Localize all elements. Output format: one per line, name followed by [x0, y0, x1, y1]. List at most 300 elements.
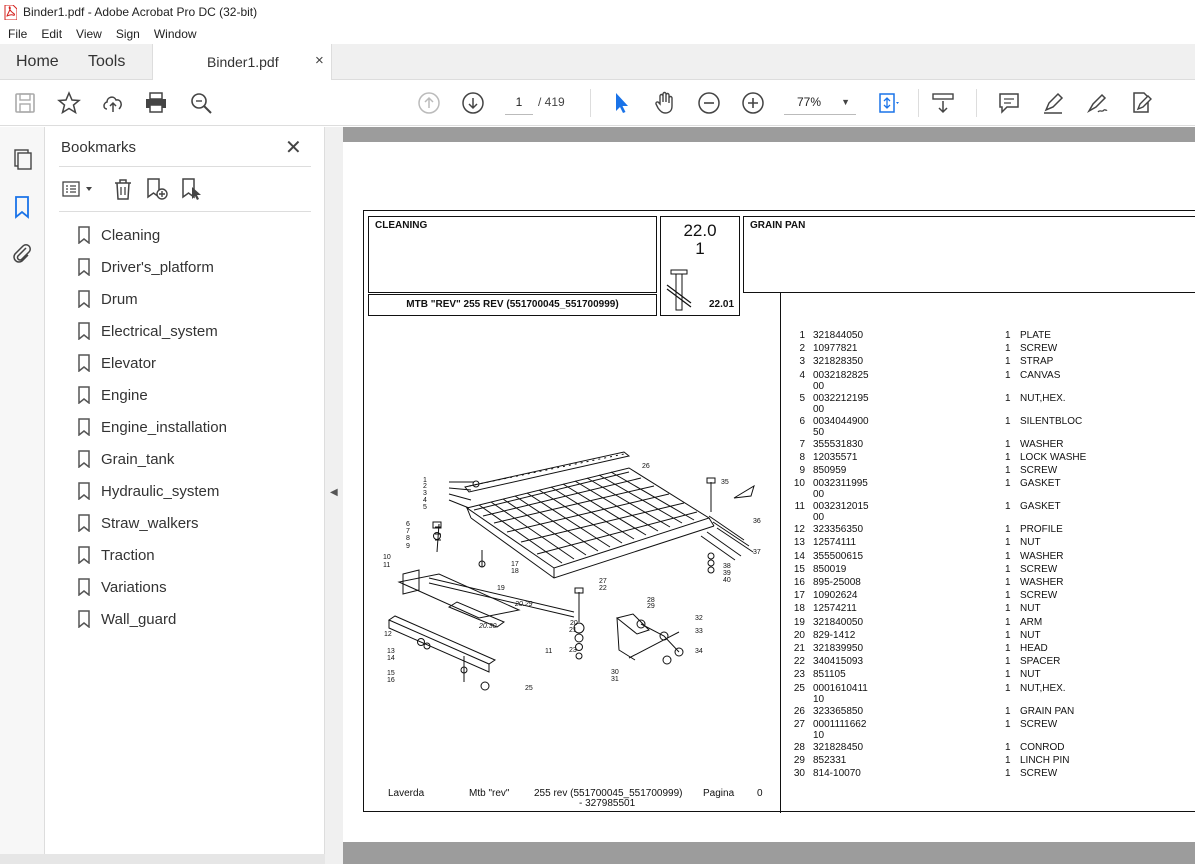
part-qty: 1 — [1005, 330, 1011, 341]
section-title: CLEANING — [375, 220, 428, 231]
part-description: NUT,HEX. — [1020, 392, 1066, 404]
part-number: 30 — [793, 768, 805, 780]
part-code: 321828450 — [813, 741, 864, 753]
part-description: LINCH PIN — [1020, 755, 1070, 766]
bookmark-label: Engine — [101, 386, 148, 404]
part-number: 29 — [793, 755, 805, 766]
part-number: 1 — [799, 330, 805, 341]
bookmark-item[interactable] — [77, 479, 219, 503]
comment-icon[interactable] — [996, 90, 1022, 116]
part-qty: 1 — [1005, 755, 1011, 766]
part-description: NUT — [1020, 669, 1041, 681]
part-code-suffix: 10 — [813, 729, 825, 741]
callout-14: 14 — [387, 655, 395, 662]
table-row — [791, 656, 1191, 669]
part-qty: 1 — [1005, 656, 1011, 668]
part-qty: 1 — [1005, 669, 1011, 681]
table-row — [791, 370, 1191, 392]
bookmark-label: Elevator — [101, 354, 157, 372]
part-qty: 1 — [1005, 343, 1011, 355]
part-number: 21 — [793, 643, 805, 654]
footer-code: - 327985501 — [579, 798, 636, 809]
upload-icon[interactable] — [100, 90, 126, 116]
part-code: 0001111662 — [813, 718, 867, 730]
bookmark-label: Wall_guard — [101, 610, 177, 628]
print-icon[interactable] — [143, 90, 169, 116]
part-code: 814-10070 — [813, 768, 861, 780]
bookmark-star-icon[interactable] — [56, 90, 82, 116]
part-qty: 1 — [1005, 369, 1011, 381]
callout-27: 27 — [599, 578, 607, 585]
callout-25: 25 — [525, 685, 533, 692]
callout-36: 36 — [753, 518, 761, 525]
part-code: 0032312015 — [813, 501, 869, 513]
table-row — [791, 577, 1191, 590]
part-qty: 1 — [1005, 537, 1011, 549]
part-code: 852331 — [813, 755, 847, 766]
table-row — [791, 524, 1191, 537]
edit-pdf-icon[interactable] — [1128, 90, 1154, 116]
save-icon[interactable] — [12, 90, 38, 116]
part-description: SILENTBLOC — [1020, 415, 1083, 427]
table-row — [791, 768, 1191, 781]
bookmarks-icon[interactable] — [10, 195, 34, 219]
part-code-suffix: 00 — [813, 512, 825, 524]
callout-6: 6 — [406, 521, 410, 528]
select-arrow-icon[interactable] — [608, 90, 634, 116]
part-qty: 1 — [1005, 465, 1011, 476]
bookmark-icon — [77, 418, 91, 436]
bookmark-item[interactable] — [77, 575, 167, 599]
bookmark-label: Engine_installation — [101, 418, 227, 436]
callout-37: 37 — [753, 549, 761, 556]
part-number: 12 — [793, 524, 805, 536]
callout-20: 20 — [570, 620, 578, 627]
part-description: GASKET — [1020, 478, 1061, 490]
delete-bookmark-icon[interactable] — [111, 177, 135, 201]
tab-home[interactable]: Home — [16, 53, 59, 70]
part-code: 850019 — [813, 563, 847, 575]
part-qty: 1 — [1005, 415, 1011, 427]
toolbar — [0, 80, 1195, 126]
part-code-suffix: 10 — [813, 693, 825, 705]
table-row — [791, 603, 1191, 616]
table-row — [791, 683, 1191, 705]
table-row — [791, 643, 1191, 656]
callout-29: 29 — [647, 603, 655, 610]
footer-model: Mtb "rev" — [469, 788, 510, 799]
table-row — [791, 465, 1191, 478]
bookmark-icon — [77, 546, 91, 564]
part-qty: 1 — [1005, 563, 1011, 575]
pdf-page — [343, 142, 1195, 842]
part-number: 9 — [799, 465, 805, 476]
menu-bar — [0, 24, 1195, 44]
part-qty: 1 — [1005, 438, 1011, 450]
bookmark-label: Grain_tank — [101, 450, 175, 468]
part-code: 829-1412 — [813, 629, 856, 641]
table-row — [791, 439, 1191, 452]
part-description: SCREW — [1020, 563, 1058, 575]
part-number: 15 — [793, 563, 805, 575]
part-description: NUT — [1020, 629, 1041, 641]
part-code: 850959 — [813, 465, 847, 476]
section-box — [368, 216, 657, 293]
part-qty: 1 — [1005, 550, 1011, 562]
table-row — [791, 356, 1191, 369]
group-number: 22.0 — [683, 221, 717, 240]
part-qty: 1 — [1005, 392, 1011, 404]
bookmark-icon — [77, 386, 91, 404]
part-number: 23 — [793, 669, 805, 681]
part-qty: 1 — [1005, 577, 1011, 588]
callout-23: 23 — [569, 647, 577, 654]
part-qty: 1 — [1005, 705, 1011, 717]
part-number: 28 — [793, 741, 805, 753]
group-box — [660, 216, 740, 316]
zoom-level-dropdown[interactable] — [784, 91, 856, 115]
tab-close-icon[interactable]: × — [315, 52, 324, 69]
page-up-icon[interactable] — [416, 90, 442, 116]
part-qty: 1 — [1005, 643, 1011, 654]
callout-9: 9 — [406, 543, 410, 550]
footer-page-num: 0 — [757, 788, 763, 799]
part-code-suffix: 50 — [813, 426, 825, 438]
scroll-mode-icon[interactable] — [930, 90, 956, 116]
part-code: 321840050 — [813, 616, 864, 628]
close-icon[interactable]: ✕ — [285, 137, 302, 159]
callout-35: 35 — [721, 479, 729, 486]
bookmark-label: Hydraulic_system — [101, 482, 220, 500]
next-page-gap — [343, 842, 1195, 864]
part-number: 8 — [799, 451, 805, 463]
page-total: / 419 — [538, 95, 565, 109]
callout-8: 8 — [406, 535, 410, 542]
part-qty: 1 — [1005, 590, 1011, 602]
part-qty: 1 — [1005, 478, 1011, 490]
acrobat-logo-icon — [4, 5, 17, 20]
bookmark-label: Straw_walkers — [101, 514, 199, 532]
bookmark-item[interactable] — [77, 511, 199, 535]
part-qty: 1 — [1005, 616, 1011, 628]
part-code-suffix: 00 — [813, 489, 825, 501]
callout-16: 16 — [387, 677, 395, 684]
callout-12: 12 — [384, 631, 392, 638]
part-number: 7 — [799, 438, 805, 450]
callout-28: 28 — [647, 597, 655, 604]
callout-39: 39 — [723, 570, 731, 577]
tab-document[interactable] — [152, 44, 332, 81]
find-bookmark-icon[interactable] — [180, 177, 204, 201]
part-description: PROFILE — [1020, 524, 1063, 536]
footer-brand: Laverda — [388, 788, 425, 799]
part-number: 19 — [793, 616, 805, 628]
part-number: 11 — [794, 501, 805, 513]
part-description: NUT,HEX. — [1020, 682, 1066, 694]
table-row — [791, 706, 1191, 719]
callout-22: 22 — [599, 585, 607, 592]
navigation-rail — [0, 127, 45, 864]
part-number: 27 — [793, 718, 805, 730]
footer-page-label: Pagina — [703, 788, 735, 799]
callout-26: 26 — [642, 463, 650, 470]
callout-38: 38 — [723, 563, 731, 570]
model-title: MTB "REV" 255 REV (551700045_551700999) — [406, 299, 619, 310]
callout-32: 32 — [695, 615, 703, 622]
part-description: ARM — [1020, 616, 1043, 628]
callout-1: 1 — [423, 477, 427, 484]
document-viewer[interactable] — [343, 127, 1195, 864]
bookmark-icon — [77, 578, 91, 596]
part-code: 10902624 — [813, 590, 858, 602]
part-number: 10 — [793, 478, 805, 490]
part-description: GASKET — [1020, 501, 1061, 513]
page-fit-icon[interactable] — [876, 90, 902, 116]
table-row — [791, 501, 1191, 523]
bookmark-item[interactable] — [77, 351, 156, 375]
part-description: SCREW — [1020, 465, 1058, 476]
tab-document-label: Binder1.pdf — [207, 54, 279, 70]
part-description: SCREW — [1020, 590, 1058, 602]
bookmark-label: Cleaning — [101, 226, 161, 244]
tab-bar — [0, 44, 1195, 80]
table-row — [791, 330, 1191, 343]
part-qty: 1 — [1005, 718, 1011, 730]
table-row — [791, 416, 1191, 438]
menu-window[interactable]: Window — [153, 27, 197, 41]
part-code: 12574211 — [813, 603, 857, 615]
part-code: 321828350 — [813, 356, 864, 368]
part-number: 5 — [799, 392, 805, 404]
part-qty: 1 — [1005, 629, 1011, 641]
callout-19: 19 — [497, 585, 505, 592]
bookmark-label: Driver's_platform — [101, 258, 214, 276]
bookmark-icon — [77, 450, 91, 468]
table-row — [791, 343, 1191, 356]
callout-21: 21 — [569, 627, 577, 634]
table-row — [791, 551, 1191, 564]
bookmark-item[interactable] — [77, 319, 218, 343]
callout-11b: 11 — [545, 648, 553, 655]
part-description: LOCK WASHE — [1020, 451, 1087, 463]
part-code-suffix: 00 — [813, 403, 825, 415]
part-qty: 1 — [1005, 356, 1011, 368]
menu-sign[interactable]: Sign — [115, 27, 140, 41]
sign-icon[interactable] — [1084, 90, 1110, 116]
part-code: 340415093 — [813, 656, 864, 668]
callout-ref-2030: 20.30 — [479, 623, 497, 630]
callout-18: 18 — [511, 568, 519, 575]
bookmarks-title: Bookmarks — [61, 139, 137, 156]
part-description: SPACER — [1020, 656, 1061, 668]
callout-30: 30 — [611, 669, 619, 676]
table-row — [791, 452, 1191, 465]
table-row — [791, 564, 1191, 577]
part-number: 2 — [799, 343, 805, 355]
part-code: 355500615 — [813, 550, 864, 562]
part-number: 25 — [793, 682, 805, 694]
bookmark-label: Traction — [101, 546, 155, 564]
highlight-icon[interactable] — [1040, 90, 1066, 116]
callout-2: 2 — [423, 483, 427, 490]
table-row — [791, 478, 1191, 500]
part-qty: 1 — [1005, 451, 1011, 463]
menu-edit[interactable]: Edit — [41, 27, 63, 41]
callout-4: 4 — [423, 497, 427, 504]
window-title: Binder1.pdf - Adobe Acrobat Pro DC (32-bit) — [23, 5, 258, 19]
table-row — [791, 719, 1191, 741]
part-description: SCREW — [1020, 768, 1058, 780]
bookmark-label: Drum — [101, 290, 138, 308]
table-row — [791, 742, 1191, 755]
model-box — [368, 294, 657, 316]
part-description: GRAIN PAN — [1020, 705, 1075, 717]
part-description: NUT — [1020, 603, 1041, 615]
part-code: 0032182825 — [813, 369, 869, 381]
bookmark-item[interactable] — [77, 223, 160, 247]
part-number: 20 — [793, 629, 805, 641]
part-description: STRAP — [1020, 356, 1054, 368]
callout-ref-2029: 20.29 — [515, 601, 533, 608]
hand-icon[interactable] — [652, 90, 678, 116]
panel-collapse-handle[interactable] — [325, 127, 343, 864]
new-bookmark-icon[interactable] — [145, 177, 169, 201]
part-qty: 1 — [1005, 741, 1011, 753]
part-description: SCREW — [1020, 718, 1058, 730]
zoom-out-icon[interactable] — [696, 90, 722, 116]
tab-tools[interactable]: Tools — [88, 53, 126, 70]
zoom-in-icon[interactable] — [740, 90, 766, 116]
zoom-value: 77% — [797, 95, 822, 109]
part-code: 0032311995 — [813, 478, 868, 490]
part-description: CANVAS — [1020, 369, 1061, 381]
menu-file[interactable]: File — [8, 27, 28, 41]
part-number: 3 — [799, 356, 805, 368]
group-thumbnail-icon — [665, 269, 693, 313]
callout-33: 33 — [695, 628, 703, 635]
page-down-icon[interactable] — [460, 90, 486, 116]
bookmark-label: Electrical_system — [101, 322, 218, 340]
bookmark-icon — [77, 258, 91, 276]
part-number: 17 — [793, 590, 805, 602]
table-row — [791, 630, 1191, 643]
callout-15: 15 — [387, 670, 395, 677]
part-description: WASHER — [1020, 438, 1064, 450]
part-code: 0034044900 — [813, 415, 869, 427]
zoom-search-icon[interactable] — [188, 90, 214, 116]
title-bar — [0, 0, 1195, 24]
bookmark-label: Variations — [101, 578, 167, 596]
part-code: 321839950 — [813, 643, 864, 654]
page-thumbnails-icon[interactable] — [10, 147, 34, 171]
part-description: PLATE — [1020, 330, 1051, 341]
footer-rev: 255 rev (551700045_551700999) — [534, 788, 683, 799]
part-description: NUT — [1020, 537, 1041, 549]
status-strip — [0, 854, 325, 864]
page-number-input[interactable]: 1 — [505, 91, 533, 115]
bookmark-icon — [77, 514, 91, 532]
attachments-icon[interactable] — [10, 241, 34, 265]
callout-31: 31 — [611, 676, 619, 683]
table-row — [791, 617, 1191, 630]
part-number: 14 — [793, 550, 805, 562]
part-qty: 1 — [1005, 501, 1011, 513]
part-code: 10977821 — [813, 343, 858, 355]
part-description: SCREW — [1020, 343, 1058, 355]
callout-17: 17 — [511, 561, 519, 568]
part-code: 323365850 — [813, 705, 864, 717]
part-qty: 1 — [1005, 682, 1011, 694]
bookmark-icon — [77, 354, 91, 372]
part-code: 321844050 — [813, 330, 864, 341]
part-code: 12035571 — [813, 451, 858, 463]
table-row — [791, 755, 1191, 768]
part-code: 0001610411 — [813, 682, 868, 694]
part-number: 22 — [793, 656, 805, 668]
callout-13: 13 — [387, 648, 395, 655]
part-qty: 1 — [1005, 768, 1011, 780]
table-row — [791, 393, 1191, 415]
part-code: 851105 — [813, 669, 846, 681]
callout-40: 40 — [723, 577, 731, 584]
divider-line — [780, 293, 781, 813]
part-code-suffix: 00 — [813, 380, 825, 392]
part-number: 4 — [799, 369, 805, 381]
part-qty: 1 — [1005, 524, 1011, 536]
bookmark-item[interactable] — [77, 287, 138, 311]
bookmark-item[interactable] — [77, 383, 148, 407]
part-description: HEAD — [1020, 643, 1048, 654]
exploded-parts-diagram — [379, 442, 779, 692]
bookmark-item[interactable] — [77, 415, 227, 439]
group-code: 22.01 — [709, 299, 735, 310]
part-number: 18 — [793, 603, 805, 615]
part-code: 12574111 — [813, 537, 857, 549]
table-row — [791, 669, 1191, 682]
part-code: 895-25008 — [813, 577, 861, 588]
bookmark-item[interactable] — [77, 543, 155, 567]
bookmark-icon — [77, 322, 91, 340]
part-title-box — [743, 216, 1195, 293]
bookmark-icon — [77, 482, 91, 500]
part-code: 355531830 — [813, 438, 864, 450]
part-description: WASHER — [1020, 550, 1064, 562]
part-number: 26 — [793, 705, 805, 717]
bookmark-item[interactable] — [77, 607, 176, 631]
group-sub: 1 — [695, 239, 705, 258]
table-row — [791, 590, 1191, 603]
callout-10: 10 — [383, 554, 391, 561]
part-description: WASHER — [1020, 577, 1064, 588]
bookmarks-panel — [45, 127, 325, 864]
chevron-down-icon: ▼ — [841, 97, 850, 107]
table-row — [791, 537, 1191, 550]
part-title: GRAIN PAN — [750, 220, 806, 231]
bookmark-item[interactable] — [77, 255, 214, 279]
bookmark-icon — [77, 290, 91, 308]
part-number: 13 — [793, 537, 805, 549]
parts-list — [791, 330, 1191, 790]
collapse-arrow-icon: ◀ — [330, 487, 338, 498]
bookmark-icon — [77, 226, 91, 244]
callout-7: 7 — [406, 528, 410, 535]
part-qty: 1 — [1005, 603, 1011, 615]
menu-view[interactable]: View — [76, 27, 102, 41]
bookmark-item[interactable] — [77, 447, 174, 471]
callout-3: 3 — [423, 490, 427, 497]
bookmark-options-icon[interactable] — [61, 177, 97, 201]
part-description: CONROD — [1020, 741, 1065, 753]
